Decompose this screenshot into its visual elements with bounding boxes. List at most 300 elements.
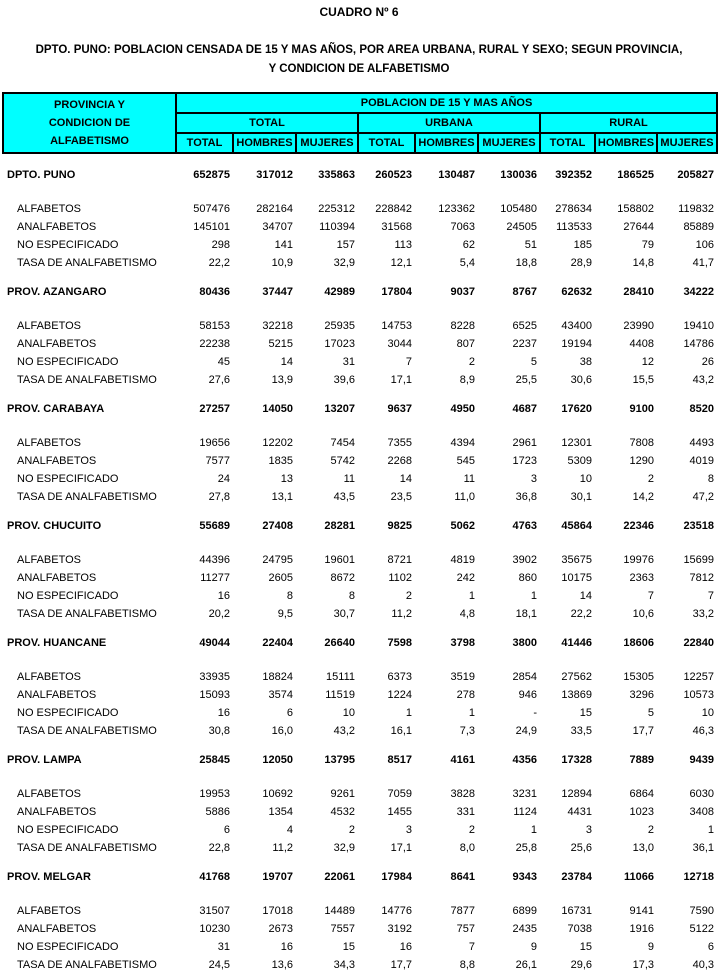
value-cell: 4493 <box>689 437 715 449</box>
province-total-cell: 25845 <box>199 754 230 766</box>
table-title-line2: Y CONDICION DE ALFABETISMO <box>268 63 450 75</box>
row-label: NO ESPECIFICADO <box>17 473 119 485</box>
value-cell: 1023 <box>629 806 654 818</box>
province-total-cell: 9825 <box>387 520 412 532</box>
value-cell: 11,2 <box>272 842 293 854</box>
value-cell: 13,0 <box>632 842 654 854</box>
value-cell: 9,5 <box>277 608 293 620</box>
value-cell: 1 <box>405 707 412 719</box>
value-cell: 35675 <box>561 554 592 566</box>
value-cell: 105480 <box>500 203 537 215</box>
value-cell: 7038 <box>567 923 592 935</box>
header-provincia-line3: ALFABETISMO <box>50 135 129 147</box>
header-subcol-mujeres-3: MUJERES <box>657 133 717 153</box>
value-cell: 5 <box>530 356 537 368</box>
value-cell: 17,3 <box>632 959 654 971</box>
value-cell: 8 <box>286 590 293 602</box>
spacer-cell <box>3 886 717 902</box>
spacer-cell <box>3 769 717 785</box>
value-cell: 46,3 <box>692 725 715 737</box>
province-total-cell: 130036 <box>500 169 537 181</box>
spacer-row <box>3 389 717 400</box>
value-cell: 32,9 <box>333 842 355 854</box>
province-label: PROV. AZANGARO <box>7 286 107 298</box>
data-row <box>3 371 717 389</box>
value-cell: 9261 <box>330 788 355 800</box>
row-label: NO ESPECIFICADO <box>17 356 119 368</box>
data-row <box>3 668 717 686</box>
value-cell: 16 <box>280 941 293 953</box>
value-cell: 3044 <box>387 338 412 350</box>
province-total-cell: 28281 <box>324 520 355 532</box>
value-cell: 13,1 <box>271 491 293 503</box>
value-cell: 26,1 <box>515 959 537 971</box>
value-cell: 14776 <box>381 905 412 917</box>
province-total-cell: 18606 <box>623 637 654 649</box>
value-cell: 43,2 <box>692 374 715 386</box>
value-cell: 4 <box>286 824 293 836</box>
spacer-cell <box>3 389 717 400</box>
province-row <box>3 868 717 886</box>
header-subcol-hombres-2: HOMBRES <box>415 133 478 153</box>
value-cell: 15111 <box>326 671 355 683</box>
spacer-cell <box>3 301 717 317</box>
row-label: NO ESPECIFICADO <box>17 824 119 836</box>
value-cell: 10 <box>579 473 592 485</box>
value-cell: 12894 <box>561 788 592 800</box>
value-cell: 25,6 <box>570 842 592 854</box>
value-cell: 12,1 <box>390 257 412 269</box>
value-cell: 145101 <box>193 221 230 233</box>
value-cell: 32218 <box>262 320 293 332</box>
province-total-cell: 392352 <box>555 169 592 181</box>
province-total-cell: 17804 <box>381 286 412 298</box>
row-label: ANALFABETOS <box>17 806 97 818</box>
value-cell: 11519 <box>325 689 355 701</box>
province-total-cell: 3800 <box>512 637 537 649</box>
value-cell: 14 <box>579 590 592 602</box>
value-cell: 110394 <box>319 221 355 233</box>
value-cell: 860 <box>518 572 537 584</box>
province-total-cell: 27257 <box>199 403 230 415</box>
value-cell: 10,6 <box>632 608 654 620</box>
value-cell: 3408 <box>689 806 715 818</box>
value-cell: 6899 <box>512 905 537 917</box>
data-row <box>3 200 717 218</box>
value-cell: 11,0 <box>454 491 475 503</box>
province-label: PROV. CHUCUITO <box>7 520 102 532</box>
value-cell: 14786 <box>683 338 715 350</box>
header-poblacion-cell: POBLACION DE 15 Y MAS AÑOS <box>176 93 717 113</box>
value-cell: 1224 <box>387 689 412 701</box>
value-cell: 23,5 <box>390 491 412 503</box>
table-title-line1: DPTO. PUNO: POBLACION CENSADA DE 15 Y MAS AÑOS, POR AREA URBANA, RURAL Y SEXO; SEGUN PROVINCIA, <box>35 44 683 56</box>
value-cell: 7063 <box>450 221 475 233</box>
spacer-row <box>3 184 717 200</box>
value-cell: 1 <box>468 707 475 719</box>
value-cell: 29,6 <box>570 959 592 971</box>
value-cell: 5,4 <box>459 257 475 269</box>
value-cell: 185 <box>573 239 592 251</box>
province-row <box>3 400 717 418</box>
province-total-cell: 17620 <box>561 403 592 415</box>
row-label: ALFABETOS <box>17 437 81 449</box>
province-total-cell: 652875 <box>193 169 230 181</box>
value-cell: 3902 <box>512 554 537 566</box>
spacer-cell <box>3 418 717 434</box>
value-cell: 7454 <box>330 437 355 449</box>
spacer-cell <box>3 153 717 166</box>
value-cell: 16731 <box>561 905 592 917</box>
province-total-cell: 41768 <box>199 871 230 883</box>
header-group-rural: RURAL <box>540 113 717 133</box>
value-cell: 11277 <box>200 572 230 584</box>
census-table <box>2 92 718 974</box>
value-cell: 278634 <box>555 203 592 215</box>
province-row <box>3 751 717 769</box>
row-label: TASA DE ANALFABETISMO <box>17 725 157 737</box>
value-cell: 3 <box>405 824 412 836</box>
value-cell: 22,8 <box>208 842 230 854</box>
value-cell: 1 <box>530 590 537 602</box>
value-cell: 31 <box>342 356 355 368</box>
header-provincia-line2: CONDICION DE <box>48 117 131 129</box>
value-cell: 7877 <box>450 905 475 917</box>
value-cell: 10 <box>342 707 355 719</box>
value-cell: 1723 <box>512 455 537 467</box>
province-total-cell: 28410 <box>623 286 654 298</box>
value-cell: 25,5 <box>515 374 537 386</box>
spacer-row <box>3 153 717 166</box>
spacer-row <box>3 506 717 517</box>
value-cell: 7 <box>707 590 715 602</box>
value-cell: 2673 <box>268 923 293 935</box>
value-cell: 24 <box>217 473 230 485</box>
row-label: TASA DE ANALFABETISMO <box>17 608 157 620</box>
value-cell: 5215 <box>268 338 293 350</box>
value-cell: 40,3 <box>692 959 715 971</box>
value-cell: 2268 <box>387 455 412 467</box>
value-cell: 2605 <box>268 572 293 584</box>
value-cell: 22238 <box>199 338 230 350</box>
value-cell: 24795 <box>262 554 293 566</box>
value-cell: 1 <box>707 824 715 836</box>
data-row <box>3 218 717 236</box>
data-row <box>3 686 717 704</box>
value-cell: - <box>533 707 537 719</box>
value-cell: 9 <box>530 941 537 953</box>
data-row <box>3 488 717 506</box>
row-label: NO ESPECIFICADO <box>17 590 119 602</box>
value-cell: 13869 <box>561 689 592 701</box>
province-label: PROV. LAMPA <box>7 754 82 766</box>
row-label: ANALFABETOS <box>17 689 97 701</box>
value-cell: 4431 <box>567 806 592 818</box>
value-cell: 15093 <box>199 689 230 701</box>
value-cell: 30,8 <box>208 725 230 737</box>
value-cell: 33,2 <box>692 608 715 620</box>
value-cell: 113533 <box>556 221 592 233</box>
value-cell: 23990 <box>623 320 654 332</box>
value-cell: 11,2 <box>391 608 412 620</box>
data-row <box>3 470 717 488</box>
header-subcol-total-2: TOTAL <box>358 133 415 153</box>
province-total-cell: 12718 <box>683 871 715 883</box>
value-cell: 242 <box>456 572 475 584</box>
value-cell: 10 <box>701 707 715 719</box>
value-cell: 13,9 <box>271 374 293 386</box>
province-total-cell: 4950 <box>450 403 475 415</box>
value-cell: 7557 <box>330 923 355 935</box>
spacer-row <box>3 652 717 668</box>
province-total-cell: 260523 <box>375 169 412 181</box>
value-cell: 2435 <box>512 923 537 935</box>
spacer-row <box>3 623 717 634</box>
value-cell: 36,8 <box>515 491 537 503</box>
value-cell: 1124 <box>513 806 537 818</box>
spacer-row <box>3 301 717 317</box>
row-label: ANALFABETOS <box>17 455 97 467</box>
value-cell: 8,9 <box>459 374 475 386</box>
value-cell: 8 <box>707 473 715 485</box>
value-cell: 225312 <box>318 203 355 215</box>
value-cell: 44396 <box>199 554 230 566</box>
value-cell: 58153 <box>199 320 230 332</box>
value-cell: 24,9 <box>515 725 537 737</box>
spacer-cell <box>3 652 717 668</box>
value-cell: 17023 <box>324 338 355 350</box>
value-cell: 6525 <box>512 320 537 332</box>
province-total-cell: 42989 <box>324 286 355 298</box>
value-cell: 15 <box>342 941 355 953</box>
value-cell: 18824 <box>262 671 293 683</box>
data-row <box>3 803 717 821</box>
value-cell: 3519 <box>450 671 475 683</box>
row-label: ANALFABETOS <box>17 221 97 233</box>
row-label: NO ESPECIFICADO <box>17 239 119 251</box>
province-total-cell: 8767 <box>512 286 537 298</box>
value-cell: 12301 <box>561 437 592 449</box>
value-cell: 45 <box>217 356 230 368</box>
province-total-cell: 62632 <box>561 286 592 298</box>
spacer-cell <box>3 740 717 751</box>
spacer-cell <box>3 272 717 283</box>
value-cell: 1916 <box>629 923 654 935</box>
value-cell: 1455 <box>387 806 412 818</box>
value-cell: 16,1 <box>390 725 412 737</box>
value-cell: 16 <box>217 707 230 719</box>
value-cell: 17,7 <box>632 725 654 737</box>
header-subcol-mujeres-2: MUJERES <box>478 133 540 153</box>
province-total-cell: 22061 <box>324 871 355 883</box>
province-total-cell: 17984 <box>381 871 412 883</box>
row-label: ALFABETOS <box>17 203 81 215</box>
value-cell: 3 <box>585 824 592 836</box>
province-total-cell: 19707 <box>262 871 293 883</box>
value-cell: 1102 <box>388 572 412 584</box>
province-total-cell: 17328 <box>561 754 592 766</box>
value-cell: 11 <box>463 473 475 485</box>
value-cell: 4,8 <box>459 608 475 620</box>
value-cell: 6030 <box>689 788 715 800</box>
data-row <box>3 704 717 722</box>
province-total-cell: 26640 <box>324 637 355 649</box>
value-cell: 10692 <box>262 788 293 800</box>
value-cell: 6 <box>707 941 715 953</box>
header-provincia-cell <box>3 93 176 153</box>
province-total-cell: 9439 <box>689 754 715 766</box>
value-cell: 62 <box>462 239 475 251</box>
value-cell: 28,9 <box>570 257 592 269</box>
province-total-cell: 12050 <box>262 754 293 766</box>
province-total-cell: 8517 <box>387 754 412 766</box>
value-cell: 113 <box>394 239 412 251</box>
value-cell: 6864 <box>629 788 654 800</box>
row-label: TASA DE ANALFABETISMO <box>17 374 157 386</box>
data-row <box>3 335 717 353</box>
value-cell: 19601 <box>324 554 355 566</box>
value-cell: 141 <box>274 239 293 251</box>
value-cell: 5122 <box>689 923 715 935</box>
value-cell: 14753 <box>381 320 412 332</box>
value-cell: 43400 <box>561 320 592 332</box>
header-subcol-hombres-1: HOMBRES <box>233 133 296 153</box>
value-cell: 6 <box>223 824 230 836</box>
row-label: ALFABETOS <box>17 671 81 683</box>
province-total-cell: 130487 <box>438 169 475 181</box>
value-cell: 946 <box>518 689 537 701</box>
value-cell: 36,1 <box>692 842 715 854</box>
province-total-cell: 9100 <box>629 403 654 415</box>
value-cell: 39,6 <box>333 374 355 386</box>
value-cell: 2 <box>348 824 355 836</box>
data-row <box>3 353 717 371</box>
value-cell: 7355 <box>387 437 412 449</box>
row-label: TASA DE ANALFABETISMO <box>17 491 157 503</box>
value-cell: 33,5 <box>570 725 592 737</box>
value-cell: 19656 <box>199 437 230 449</box>
province-total-cell: 23518 <box>683 520 715 532</box>
value-cell: 2961 <box>512 437 537 449</box>
province-total-cell: 80436 <box>199 286 230 298</box>
value-cell: 31 <box>217 941 230 953</box>
value-cell: 757 <box>456 923 475 935</box>
value-cell: 15,5 <box>632 374 654 386</box>
value-cell: 7808 <box>629 437 654 449</box>
data-row <box>3 551 717 569</box>
value-cell: 30,1 <box>570 491 592 503</box>
value-cell: 10573 <box>683 689 715 701</box>
value-cell: 119832 <box>678 203 715 215</box>
value-cell: 79 <box>641 239 654 251</box>
value-cell: 1354 <box>268 806 293 818</box>
value-cell: 85889 <box>683 221 715 233</box>
value-cell: 7590 <box>689 905 715 917</box>
spacer-cell <box>3 506 717 517</box>
province-row <box>3 283 717 301</box>
value-cell: 2 <box>468 356 475 368</box>
value-cell: 17018 <box>262 905 293 917</box>
value-cell: 10230 <box>199 923 230 935</box>
province-total-cell: 9037 <box>450 286 475 298</box>
value-cell: 26 <box>701 356 715 368</box>
data-row <box>3 785 717 803</box>
value-cell: 47,2 <box>692 491 715 503</box>
value-cell: 14,2 <box>632 491 654 503</box>
value-cell: 27562 <box>561 671 592 683</box>
value-cell: 17,1 <box>390 374 412 386</box>
value-cell: 7812 <box>689 572 715 584</box>
value-cell: 22,2 <box>208 257 230 269</box>
value-cell: 3 <box>530 473 537 485</box>
value-cell: 4394 <box>450 437 475 449</box>
province-label: PROV. CARABAYA <box>7 403 105 415</box>
data-row <box>3 434 717 452</box>
value-cell: 14 <box>399 473 412 485</box>
value-cell: 3192 <box>387 923 412 935</box>
value-cell: 4532 <box>330 806 355 818</box>
value-cell: 19976 <box>623 554 654 566</box>
value-cell: 34,3 <box>333 959 355 971</box>
province-total-cell: 9343 <box>512 871 537 883</box>
province-total-cell: 27408 <box>262 520 293 532</box>
value-cell: 5 <box>647 707 654 719</box>
value-cell: 158802 <box>617 203 654 215</box>
province-total-cell: 9637 <box>387 403 412 415</box>
value-cell: 17,7 <box>390 959 412 971</box>
value-cell: 7 <box>468 941 475 953</box>
spacer-row <box>3 769 717 785</box>
value-cell: 14 <box>280 356 293 368</box>
data-row <box>3 452 717 470</box>
province-total-cell: 23784 <box>561 871 592 883</box>
spacer-row <box>3 535 717 551</box>
value-cell: 2 <box>647 824 654 836</box>
value-cell: 10,9 <box>271 257 293 269</box>
value-cell: 507476 <box>193 203 230 215</box>
header-subcol-total-1: TOTAL <box>176 133 233 153</box>
row-label: ALFABETOS <box>17 554 81 566</box>
province-total-cell: 3798 <box>450 637 475 649</box>
value-cell: 7 <box>405 356 412 368</box>
value-cell: 11 <box>343 473 355 485</box>
value-cell: 2 <box>647 473 654 485</box>
value-cell: 8721 <box>387 554 412 566</box>
value-cell: 2363 <box>629 572 654 584</box>
province-total-cell: 49044 <box>199 637 230 649</box>
spacer-row <box>3 857 717 868</box>
province-total-cell: 8641 <box>450 871 475 883</box>
province-total-cell: 41446 <box>561 637 592 649</box>
value-cell: 20,2 <box>208 608 230 620</box>
value-cell: 9141 <box>629 905 654 917</box>
row-label: NO ESPECIFICADO <box>17 707 119 719</box>
header-subcol-mujeres-1: MUJERES <box>296 133 358 153</box>
row-label: ALFABETOS <box>17 320 81 332</box>
value-cell: 123362 <box>438 203 475 215</box>
value-cell: 12 <box>641 356 654 368</box>
province-total-cell: 7889 <box>629 754 654 766</box>
value-cell: 24,5 <box>208 959 230 971</box>
value-cell: 18,1 <box>515 608 537 620</box>
data-row <box>3 956 717 974</box>
header-subcol-hombres-3: HOMBRES <box>595 133 657 153</box>
value-cell: 30,6 <box>570 374 592 386</box>
value-cell: 15699 <box>683 554 715 566</box>
value-cell: 3231 <box>512 788 537 800</box>
value-cell: 545 <box>456 455 475 467</box>
data-row <box>3 605 717 623</box>
